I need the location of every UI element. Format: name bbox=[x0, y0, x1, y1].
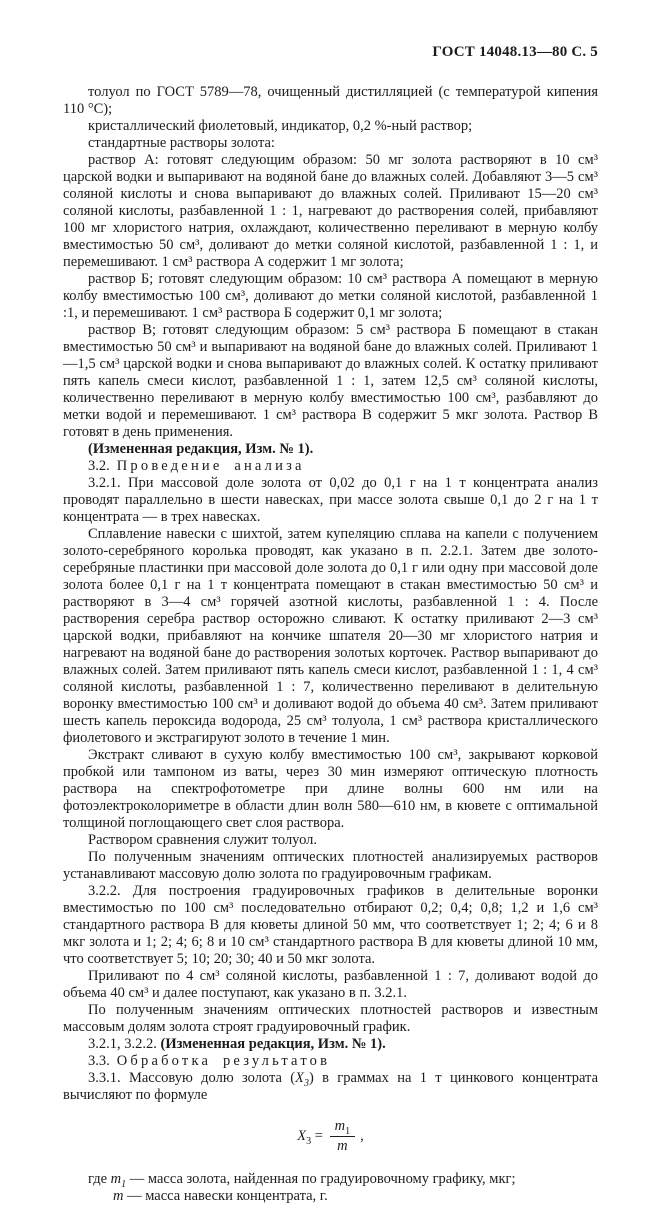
paragraph-extract: Экстракт сливают в сухую колбу вместимостью 100 см³, закрывают корковой пробкой или тампоном из ваты, через 30 мин измеряют оптическую плотность раствора на спектрофотометре при длине волны 600 нм или на фотоэлектроколориметре в области длин волн 580—610 нм, в кювете с оптимальной толщиной поглощающего свет слоя раствора. bbox=[63, 747, 598, 831]
paragraph-fusion: Сплавление навески с шихтой, затем купеляцию сплава на капели с получением золото-серебряного королька проводят, как указано в п. 2.2.1. Затем две золото-серебряные пластинки при массовой доле золота до 0,1 г или одну при массовой доле золота более 0,1 г на 1 т концентрата помещают в стакан вместимостью 50 см³ и растворяют в 3—4 см³ горячей азотной кислоты, разбавленной 1 : 4. После растворения серебра раствор осторожно сливают. К остатку приливают 2—3 см³ царской водки, прибавляют на кончике шпателя 20—30 мг хлористого натрия и нагревают на водяной бане до растворения золотых корточек. Раствор выпаривают до влажных солей. Затем приливают пять капель смеси кислот, разбавленной 1 : 1, 4 см³ соляной кислоты, разбавленной 1 : 7, количественно переливают в делительную воронку вместимостью 100 см³ и доливают водой до объема 40 см³. Затем приливают шесть капель пероксида водорода, 25 см³ толуола, 1 см³ раствора кристаллического фиолетового и экстрагируют золото в течение 1 мин. bbox=[63, 526, 598, 746]
amendment-note-2 bbox=[63, 1036, 598, 1053]
definition-m bbox=[113, 1188, 598, 1205]
section-3-2-number: 3.2. bbox=[88, 458, 110, 474]
variable-x-subscript: 3 bbox=[303, 1077, 309, 1089]
paragraph-3-3-1-pre: 3.3.1. Массовую долю золота ( bbox=[88, 1070, 296, 1086]
paragraph-solution-v: раствор В; готовят следующим образом: 5 см³ раствора Б помещают в стакан вместимостью 50 см³ и выпаривают на водяной бане до влажных солей. Приливают 1—1,5 см³ царской водки и снова выпаривают до влажных солей. К остатку приливают пять капель смеси кислот, разбавленной 1 : 1, затем 12,5 см³ соляной кислоты, количественно переливают в мерную колбу вместимостью 100 см³, разбавляют до метки водой и перемешивают. 1 см³ раствора В содержит 5 мкг золота. Раствор В готовят в день применения. bbox=[63, 322, 598, 440]
page-header: ГОСТ 14048.13—80 С. 5 bbox=[432, 44, 598, 60]
paragraph-add-acid: Приливают по 4 см³ соляной кислоты, разбавленной 1 : 7, доливают водой до объема 40 см³ и далее поступают, как указано в п. 3.2.1. bbox=[63, 968, 598, 1001]
formula-x3-equals-m1-over-m bbox=[63, 1118, 598, 1155]
paragraph-solution-b: раствор Б; готовят следующим образом: 10 см³ раствора А помещают в мерную колбу вместимостью 100 см³, доливают до метки соляной кислотой, разбавленной 1 :1, и перемешивают. 1 см³ раствора Б содержит 0,1 мг золота; bbox=[63, 271, 598, 321]
amendment-note-1: (Измененная редакция, Изм. № 1). bbox=[88, 441, 314, 457]
paragraph-reference-solution: Раствором сравнения служит толуол. bbox=[88, 832, 317, 848]
paragraph-3-2-1: 3.2.1. При массовой доле золота от 0,02 до 0,1 г на 1 т концентрата анализ проводят параллельно в шести навесках, при массе золота свыше 0,1 до 2 г на 1 т концентрата — в трех навесках. bbox=[63, 475, 598, 525]
amendment-prefix: 3.2.1, 3.2.2. bbox=[88, 1036, 161, 1052]
definition-m1-text: — масса золота, найденная по градуировочному графику, мкг; bbox=[129, 1171, 516, 1187]
amendment-text: (Измененная редакция, Изм. № 1). bbox=[160, 1036, 386, 1052]
formula-denominator: m bbox=[337, 1138, 348, 1154]
variable-m1: $m_1$ bbox=[110, 1171, 127, 1190]
paragraph-3-3-1 bbox=[63, 1070, 598, 1104]
paragraph-toluene: толуол по ГОСТ 5789—78, очищенный дистилляцией (с температурой кипения 110 °С); bbox=[63, 84, 598, 117]
paragraph-3-3-1-post: ) в граммах на 1 т цинкового концентрата вычисляют по формуле bbox=[63, 1070, 599, 1103]
definition-m1 bbox=[88, 1171, 598, 1190]
formula-numerator: $m_1$ bbox=[330, 1118, 355, 1137]
paragraph-crystal-violet: кристаллический фиолетовый, индикатор, 0,2 %-ный раствор; bbox=[88, 118, 473, 134]
formula-lhs: $X_3$ bbox=[297, 1128, 312, 1147]
paragraph-3-2-2: 3.2.2. Для построения градуировочных графиков в делительные воронки вместимостью по 100 см³ последовательно отбирают 0,2; 0,4; 0,8; 1,2 и 1,6 см³ стандартного раствора В для кюветы длиной 50 мм, что соответствует 1; 2; 4; 6 и 8 мкг золота и 1; 2; 4; 6; 8 и 10 см³ стандартного раствора В для кюветы длиной 10 мм, что соответствует 5; 10; 20; 30; 40 и 50 мкг золота. bbox=[63, 883, 598, 967]
section-3-3-number: 3.3. bbox=[88, 1053, 110, 1069]
section-3-2-heading bbox=[63, 458, 598, 475]
paragraph-standard-solutions: стандартные растворы золота: bbox=[88, 135, 275, 151]
formula-equals-sign: = bbox=[314, 1128, 323, 1144]
paragraph-solution-a: раствор А: готовят следующим образом: 50 мг золота растворяют в 10 см³ царской водки и выпаривают на водяной бане до влажных солей. Добавляют 3—5 см³ соляной кислоты и снова выпаривают до влажных солей. Приливают 15—20 см³ соляной кислоты, разбавленной 1 : 1, нагревают до растворения солей, прибавляют 100 мг хлористого натрия, охлаждают, количественно переливают в мерную колбу вместимостью 50 см³, доливают до метки соляной кислотой, разбавленной 1 : 1, и перемешивают. 1 см³ раствора А содержит 1 мг золота; bbox=[63, 152, 598, 270]
section-3-2-title: Проведение анализа bbox=[116, 458, 305, 474]
formula-definitions bbox=[63, 1171, 598, 1205]
section-3-3-heading bbox=[63, 1053, 598, 1070]
where-label: где bbox=[88, 1171, 108, 1187]
paragraph-optical-density: По полученным значениям оптических плотностей анализируемых растворов устанавливают массовую долю золота по градуировочным графикам. bbox=[63, 849, 598, 882]
definition-m-text: — масса навески концентрата, г. bbox=[127, 1188, 328, 1204]
section-3-3-title: Обработка результатов bbox=[116, 1053, 331, 1069]
formula-comma: , bbox=[360, 1127, 364, 1144]
formula-fraction bbox=[330, 1118, 355, 1155]
paragraph-calibration-graph: По полученным значениям оптических плотностей растворов и известным массовым долям золота строят градуировочный график. bbox=[63, 1002, 598, 1035]
variable-m: m bbox=[113, 1188, 124, 1204]
variable-x: X bbox=[295, 1070, 304, 1086]
variable-x3 bbox=[295, 1070, 309, 1089]
